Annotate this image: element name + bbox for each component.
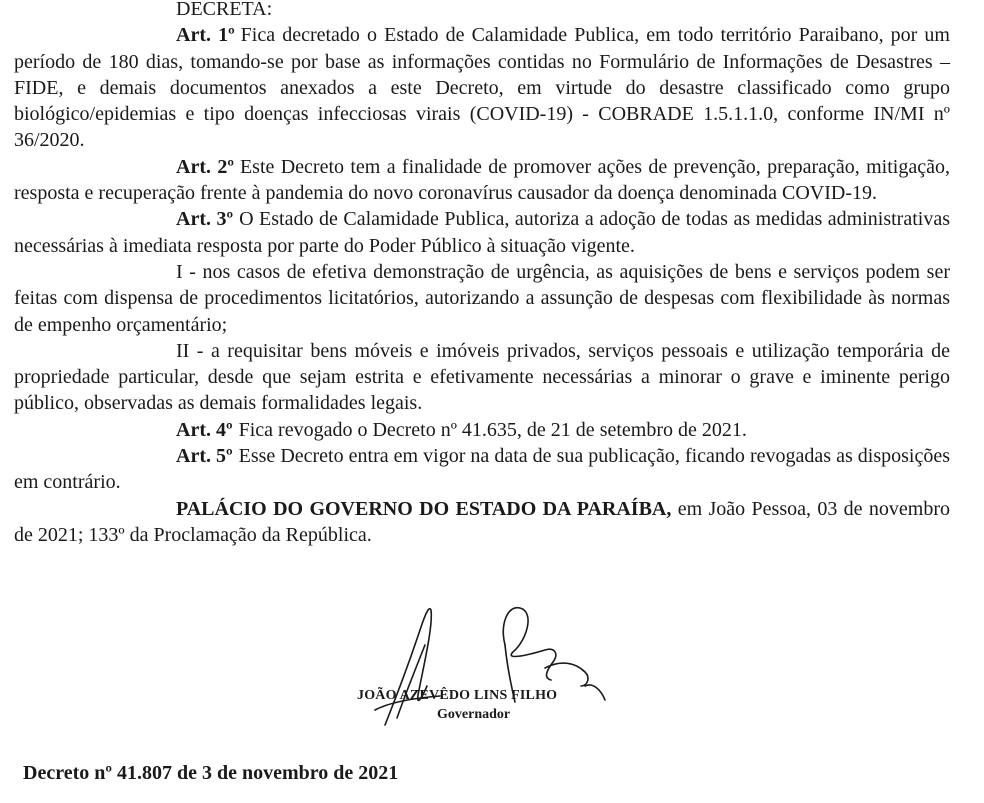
next-decree-title: Decreto nº 41.807 de 3 de novembro de 2021	[23, 762, 399, 784]
article-4-text: Fica revogado o Decreto nº 41.635, de 21 de setembro de 2021.	[238, 418, 747, 441]
signature-block	[355, 590, 615, 730]
article-3-label: Art. 3º	[176, 208, 234, 231]
article-3	[14, 206, 950, 259]
article-2	[14, 154, 950, 207]
signatory-role: Governador	[437, 707, 511, 722]
article-1-label: Art. 1º	[176, 24, 235, 47]
decreta-heading: DECRETA:	[176, 0, 273, 20]
signatory-name: JOÃO AZEVÊDO LINS FILHO	[357, 688, 558, 703]
article-5-text: Esse Decreto entra em vigor na data de sua publicação, ficando revogadas as disposições em contrário.	[14, 445, 950, 494]
article-1	[14, 22, 950, 153]
closing-paragraph	[14, 496, 950, 549]
article-2-label: Art. 2º	[176, 155, 234, 178]
article-5-label: Art. 5º	[176, 445, 233, 468]
article-4-label: Art. 4º	[176, 418, 233, 441]
closing-date: em João Pessoa, 03 de novembro de 2021; 133º da Proclamação da República.	[14, 497, 950, 546]
article-2-text: Este Decreto tem a finalidade de promover ações de prevenção, preparação, mitigação, resposta e recuperação frente à pandemia do novo coronavírus causador da doença denominada COVID-19.	[14, 155, 950, 205]
article-3-text: O Estado de Calamidade Publica, autoriza a adoção de todas as medidas administrativas necessárias à imediata resposta por parte do Poder Público à situação vigente.	[14, 208, 950, 257]
decree-document	[14, 0, 950, 548]
article-5	[14, 443, 950, 496]
article-4	[14, 417, 950, 443]
closing-place: PALÁCIO DO GOVERNO DO ESTADO DA PARAÍBA,	[176, 497, 672, 520]
article-1-text: Fica decretado o Estado de Calamidade Publica, em todo território Paraibano, por um período de 180 dias, tomando-se por base as informações contidas no Formulário de Informações de Desastres – FIDE, e demais documentos anexados a este Decreto, em virtude do desastre classificado como grupo biológico/epidemias e tipo doenças infecciosas virais (COVID-19) - COBRADE 1.5.1.1.0, conforme IN/MI nº 36/2020.	[14, 24, 950, 152]
article-3-item-2: II - a requisitar bens móveis e imóveis privados, serviços pessoais e utilização temporária de propriedade particular, desde que sejam estrita e efetivamente necessárias a minorar o grave e iminente perigo público, observadas as demais formalidades legais.	[14, 339, 950, 415]
article-3-item-1: I - nos casos de efetiva demonstração de urgência, as aquisições de bens e serviços podem ser feitas com dispensa de procedimentos licitatórios, autorizando a assunção de despesas com flexibilidade às normas de empenho orçamentário;	[14, 260, 950, 336]
